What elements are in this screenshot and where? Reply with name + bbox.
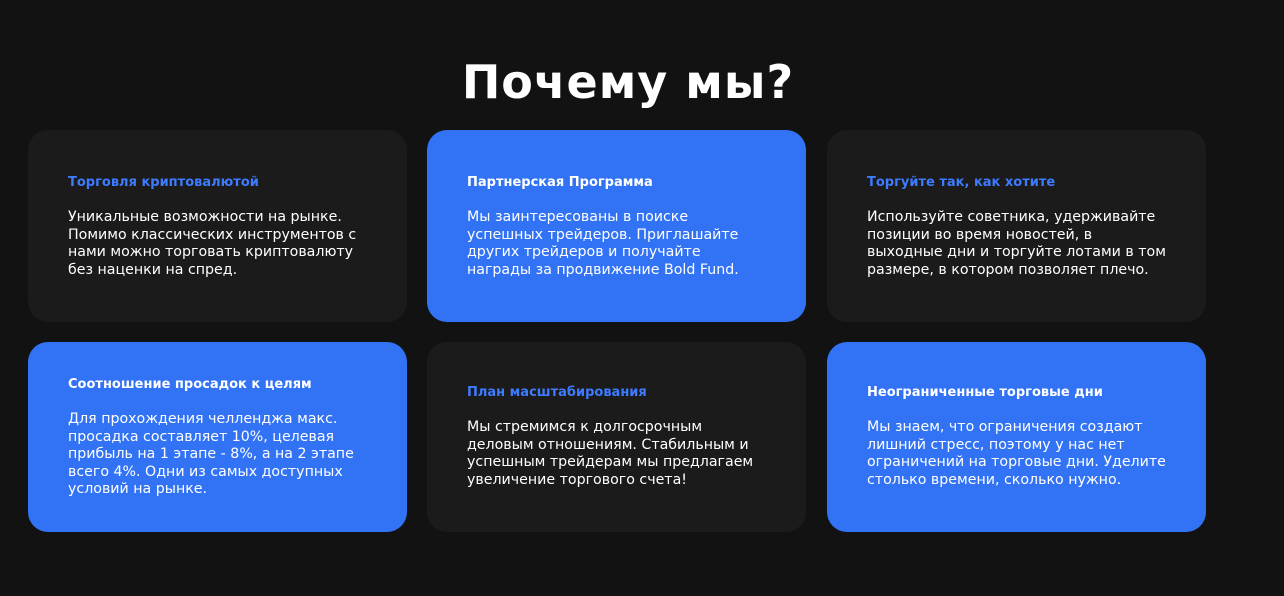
card-heading: Торговля криптовалютой (68, 175, 259, 190)
card-text: Для прохождения челленджа макс. просадка составляет 10%, целевая прибыль на 1 этапе - 8%, а на 2 этапе всего 4%. Одни из самых доступных условий на рынке. (68, 411, 354, 497)
card-text: Мы стремимся к долгосрочным деловым отношениям. Стабильным и успешным трейдерам мы предлагаем увеличение торгового счета! (467, 419, 754, 488)
card-heading: Партнерская Программа (467, 175, 653, 190)
feature-card-scaling-plan (427, 342, 806, 532)
feature-card-unlimited-days (827, 342, 1206, 532)
card-text: Используйте советника, удерживайте позиции во время новостей, в выходные дни и торгуйте лотами в том размере, в котором позволяет плечо. (867, 209, 1166, 278)
card-heading: План масштабирования (467, 385, 647, 400)
feature-card-trade-as-you-want (827, 130, 1206, 322)
card-text: Уникальные возможности на рынке. Помимо классических инструментов с нами можно торговать криптовалюту без наценки на спред. (68, 209, 357, 278)
card-heading: Торгуйте так, как хотите (867, 175, 1056, 190)
feature-card-partner-program (427, 130, 806, 322)
card-text: Мы заинтересованы в поиске успешных трейдеров. Приглашайте других трейдеров и получайте награды за продвижение Bold Fund. (467, 209, 739, 278)
section-title: Почему мы? (461, 55, 795, 109)
card-heading: Неограниченные торговые дни (867, 385, 1103, 400)
feature-card-crypto-trading (28, 130, 407, 322)
feature-card-drawdown-ratio (28, 342, 407, 532)
card-text: Мы знаем, что ограничения создают лишний стресс, поэтому у нас нет ограничений на торговые дни. Уделите столько времени, сколько нужно. (867, 419, 1166, 488)
card-heading: Соотношение просадок к целям (68, 377, 312, 392)
